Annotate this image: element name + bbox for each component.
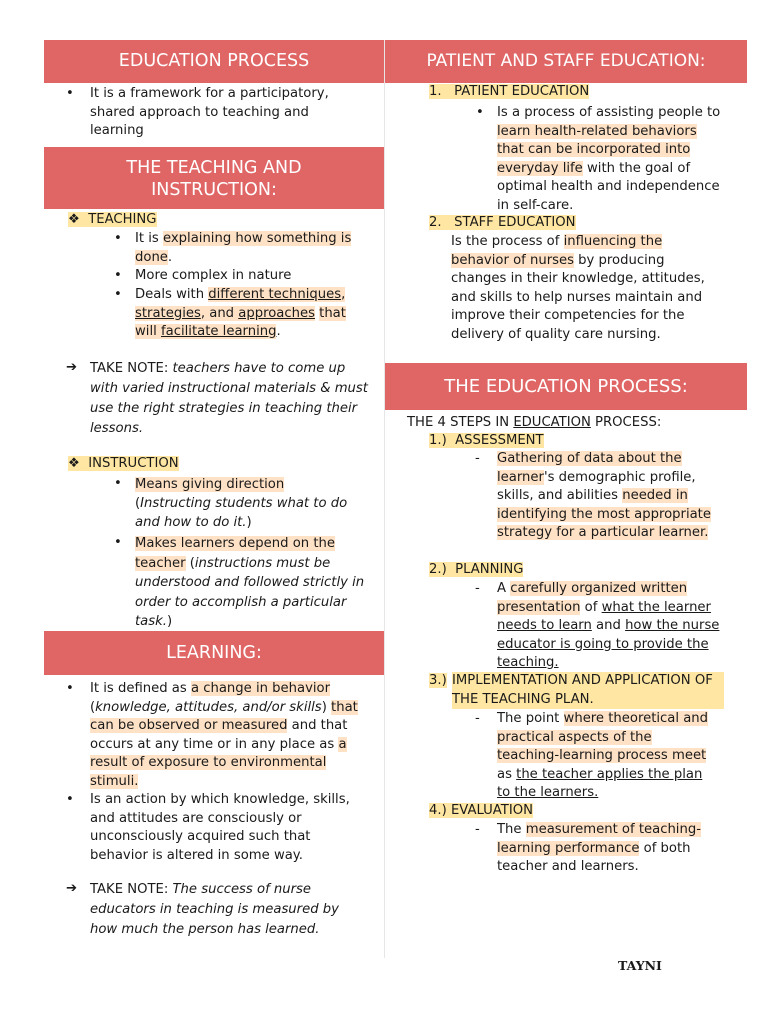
teaching-b1-post: . <box>167 249 173 265</box>
learning-b1-highlight-3: a result of exposure to environmental stimuli. <box>90 736 347 789</box>
instruction-bullet-2 <box>135 534 367 632</box>
teaching-b3-and: , and <box>200 305 239 321</box>
bullet-dot-icon: • <box>114 535 122 550</box>
step-3-pre: The point <box>497 711 564 726</box>
step-1-title: ASSESSMENT <box>455 433 544 448</box>
step-2-number: 2.) <box>429 562 447 577</box>
take-note-2-label: TAKE NOTE <box>90 882 164 897</box>
framework-text: It is a framework for a participatory, shared approach to teaching and learning <box>90 86 329 138</box>
learning-b1-highlight-2: that can be observed or measured <box>90 699 358 733</box>
patient-staff-title: PATIENT AND STAFF EDUCATION: <box>426 51 706 71</box>
staff-education-text <box>451 233 715 344</box>
step-1-mid: 's demographic profile, skills, and abilities <box>497 469 696 503</box>
instruction-section <box>44 455 384 631</box>
learning-header <box>44 631 384 675</box>
patient-education-text <box>497 104 723 215</box>
step-2-underline-2: how the nurse educator is going to provide the teaching. <box>497 618 720 670</box>
instruction-b2-highlight-1: Makes learners depend on the <box>135 536 335 551</box>
diamond-bullet-icon: ❖ <box>68 212 80 227</box>
learning-title: LEARNING: <box>166 643 262 663</box>
teaching-b1-highlight: explaining how something is done <box>135 231 352 265</box>
learning-b1-italic: knowledge, attitudes, and/or skills <box>95 699 322 715</box>
take-note-1-text <box>90 359 370 439</box>
patient-education-title: PATIENT EDUCATION <box>454 84 590 99</box>
learning-b1-highlight: a change in behavior <box>190 681 331 696</box>
learning-section <box>44 675 384 880</box>
teaching-instruction-header <box>44 147 384 209</box>
diamond-bullet-icon: ❖ <box>68 456 80 471</box>
step-4-number: 4.) <box>429 803 447 818</box>
bullet-dot-icon: • <box>114 476 122 491</box>
step-1-number: 1.) <box>429 433 447 448</box>
instruction-b1-paren-open: ( <box>135 496 141 511</box>
take-note-1-body: teachers have to come up with varied instructional materials & must use the right strategies in teaching their lessons. <box>90 361 368 436</box>
bullet-dot-icon: • <box>476 105 484 120</box>
staff-education-title: STAFF EDUCATION <box>454 215 576 230</box>
steps-intro-underline: EDUCATION <box>513 415 591 430</box>
step-2-pre: A <box>497 581 511 596</box>
patient-education-heading <box>429 83 589 102</box>
step-1-highlight-2: needed in identifying the most appropriate strategy for a particular learner. <box>497 488 711 540</box>
patient-education-highlight: learn health-related behaviors that can be incorporated into everyday life <box>497 123 697 176</box>
patient-staff-header <box>385 40 747 83</box>
learning-bullet-2: Is an action by which knowledge, skills, and attitudes are consciously or unconsciously acquired such that behavior is altered in some way. <box>90 792 350 863</box>
teaching-b1-pre: It is <box>135 231 163 246</box>
staff-education-heading <box>429 214 576 233</box>
patient-staff-section <box>385 83 747 363</box>
instruction-b2-highlight-2: teacher <box>135 555 186 571</box>
dash-bullet-icon: - <box>475 451 480 466</box>
step-4-heading <box>429 802 533 821</box>
step-4-highlight: measurement of teaching-learning performance <box>497 822 701 856</box>
step-1-heading <box>429 432 544 451</box>
take-note-2-body: The success of nurse educators in teaching is measured by how much the person has learned. <box>90 882 339 937</box>
education-process-bullets <box>44 83 384 147</box>
dash-bullet-icon: - <box>475 711 480 726</box>
instruction-title: INSTRUCTION <box>88 456 179 471</box>
step-4-post: of both teacher and learners. <box>497 840 691 874</box>
bullet-dot-icon: • <box>114 231 122 246</box>
the-education-process-title: THE EDUCATION PROCESS: <box>444 376 688 397</box>
teaching-bullet-3 <box>135 286 369 342</box>
teaching-instruction-title-line2: INSTRUCTION: <box>151 180 277 200</box>
staff-education-number: 2. <box>429 215 442 230</box>
take-note-1 <box>44 359 384 455</box>
instruction-b2-paren-close: ) <box>166 614 173 629</box>
teaching-b3-pre: Deals with <box>135 287 209 302</box>
step-3-underline: the teacher applies the plan to the learners. <box>497 766 703 800</box>
learning-b1-paren-close: ) <box>321 699 327 715</box>
dash-bullet-icon: - <box>475 581 480 596</box>
arrow-right-icon: ➔ <box>66 360 78 375</box>
step-2-heading <box>429 561 523 580</box>
take-note-1-label: TAKE NOTE <box>90 361 164 376</box>
teaching-b3-end: . <box>276 324 281 339</box>
instruction-bullet-1 <box>135 475 355 532</box>
step-2-highlight: carefully organized written presentation <box>497 581 688 615</box>
patient-education-post: with the goal of optimal health and independence in self-care. <box>497 160 720 213</box>
teaching-section <box>44 209 384 359</box>
staff-education-pre: Is the process of <box>451 234 564 249</box>
teaching-title: TEACHING <box>88 212 157 227</box>
instruction-heading <box>68 455 179 474</box>
teaching-bullet-1 <box>135 230 363 267</box>
instruction-b1-highlight: Means giving direction <box>135 477 285 492</box>
learning-b1-pre: It is defined as <box>90 681 191 696</box>
teaching-heading <box>68 211 157 230</box>
instruction-b1-paren-close: ) <box>246 515 252 530</box>
steps-intro-pre: THE 4 STEPS IN <box>407 415 514 430</box>
bullet-dot-icon: • <box>114 287 122 302</box>
take-note-1-colon: : <box>163 361 173 376</box>
teaching-b3-approaches: approaches <box>238 305 315 321</box>
education-steps-intro <box>407 414 661 433</box>
teaching-b3-that-will: that will <box>135 305 346 339</box>
learning-bullet-1 <box>90 680 366 791</box>
step-2-title: PLANNING <box>455 562 524 577</box>
step-3-number: 3.) <box>429 673 447 688</box>
step-3-title: IMPLEMENTATION AND APPLICATION OF THE TEACHING PLAN. <box>452 672 724 709</box>
teaching-b3-strategies: strategies <box>135 305 201 321</box>
bullet-dot-icon: • <box>114 268 122 283</box>
instruction-b2-paren-open: ( <box>185 555 195 571</box>
step-1-highlight-1: Gathering of data about the learner <box>497 451 682 485</box>
learning-b1-mid: and that occurs at any time or in any place as <box>90 718 348 752</box>
take-note-2-colon: : <box>163 882 173 897</box>
step-1-text <box>497 450 719 543</box>
step-3-text <box>497 710 713 803</box>
step-2-text <box>497 580 723 673</box>
bullet-dot-icon: • <box>66 86 74 101</box>
step-4-text <box>497 821 729 877</box>
bullet-dot-icon: • <box>66 681 74 696</box>
dash-bullet-icon: - <box>475 822 480 837</box>
take-note-2 <box>44 880 384 950</box>
staff-education-highlight: influencing the behavior of nurses <box>451 234 663 268</box>
step-4-pre: The <box>497 822 526 837</box>
staff-education-post: by producing changes in their knowledge, attitudes, and skills to help nurses maintain and improve their competencies for the delivery of quality care nursing. <box>451 252 705 342</box>
left-column <box>44 40 384 950</box>
patient-education-number: 1. <box>429 84 442 99</box>
education-process-header <box>44 40 384 83</box>
teaching-instruction-title-line1: THE TEACHING AND <box>126 158 302 178</box>
step-2-and: and <box>591 618 626 633</box>
bullet-dot-icon: • <box>66 792 74 807</box>
teaching-bullet-2: More complex in nature <box>135 268 292 283</box>
instruction-b1-italic: Instructing students what to do and how to do it. <box>135 496 348 530</box>
author-signature: TAYNI <box>618 958 662 973</box>
step-2-of: of <box>580 599 602 615</box>
patient-education-pre: Is a process of assisting people to <box>497 105 721 120</box>
the-education-process-header <box>385 363 747 410</box>
teaching-b3-comma: , <box>341 287 346 302</box>
instruction-b2-italic: instructions must be understood and followed strictly in order to accomplish a particular task. <box>135 555 365 629</box>
step-4-title: EVALUATION <box>450 803 533 818</box>
right-column <box>385 40 747 890</box>
step-2-underline-1: what the learner needs to learn <box>497 599 711 633</box>
learning-b1-paren-open: ( <box>90 699 96 715</box>
education-process-title: EDUCATION PROCESS <box>118 51 310 71</box>
education-steps-section <box>385 410 747 890</box>
steps-intro-post: PROCESS: <box>590 415 662 430</box>
teaching-b3-techniques: different techniques <box>208 287 342 302</box>
step-3-heading <box>429 672 729 707</box>
take-note-2-text <box>90 880 370 940</box>
arrow-right-icon: ➔ <box>66 881 78 896</box>
teaching-b3-facilitate: facilitate learning <box>160 324 277 339</box>
step-3-highlight: where theoretical and practical aspects of the teaching-learning process meet <box>497 711 709 763</box>
step-3-as: as <box>497 766 517 782</box>
